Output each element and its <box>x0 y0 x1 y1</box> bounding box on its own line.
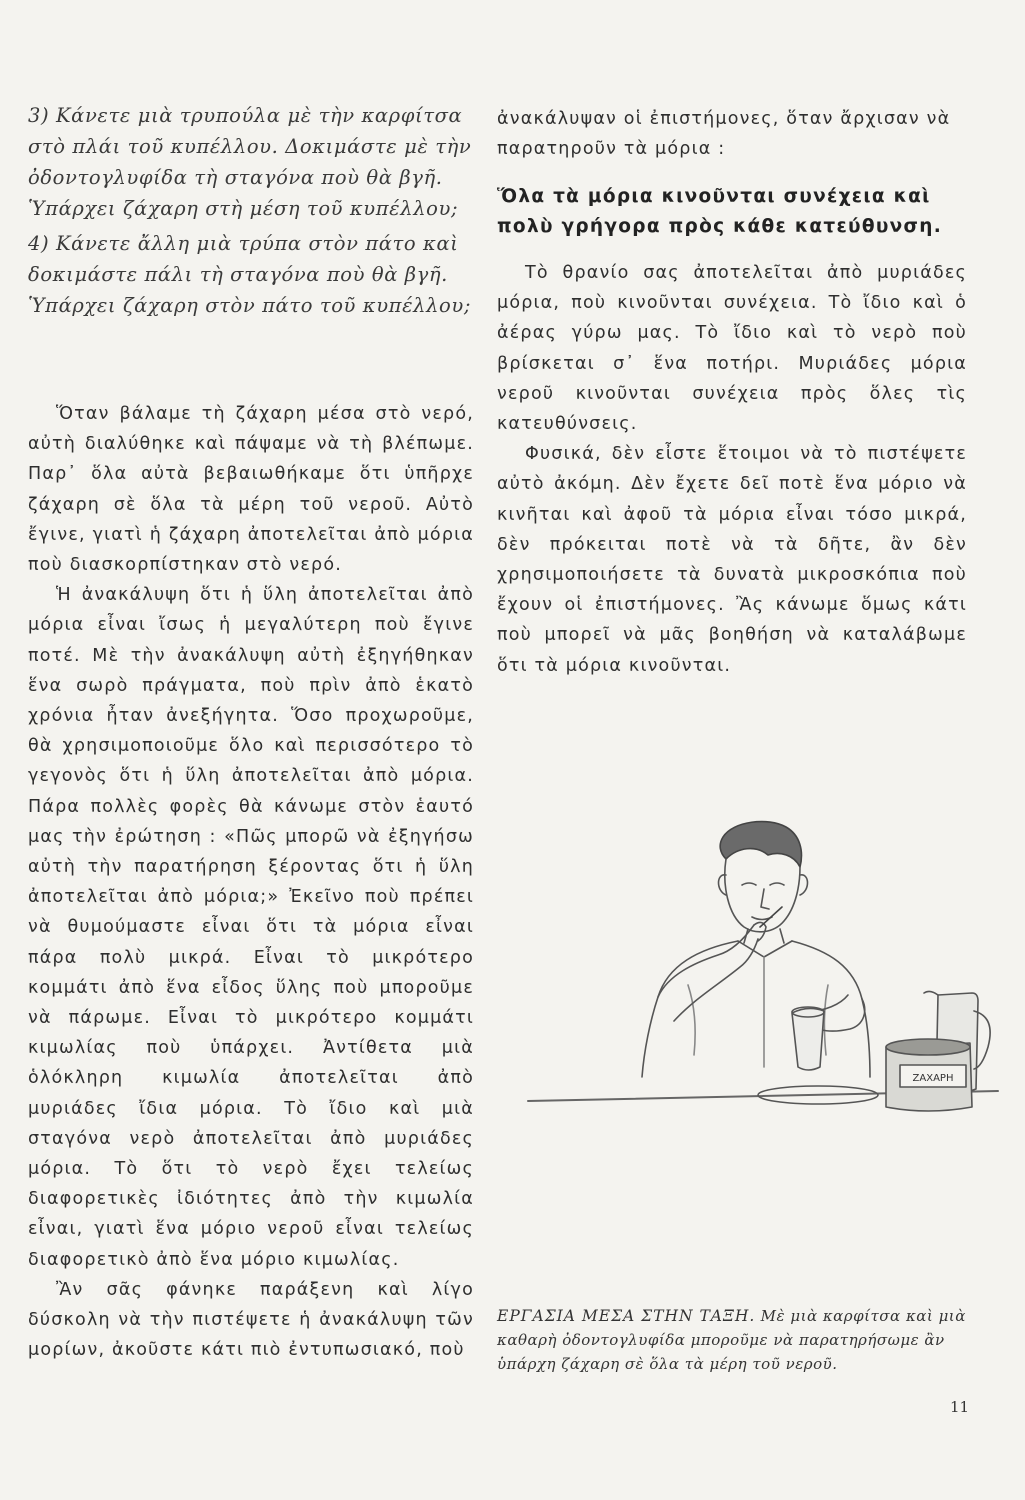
experiment-steps <box>28 100 474 321</box>
right-column <box>497 104 967 681</box>
caption-heading: ΕΡΓΑΣΙΑ ΜΕΣΑ ΣΤΗΝ ΤΑΞΗ. <box>497 1307 756 1325</box>
paragraph-continuation: Ἂν σᾶς φάνηκε παράξενη καὶ λίγο δύσκολη νὰ τὴν πιστέψετε ἡ ἀνακάλυψη τῶν μορίων, ἀκοῦστε κάτι πιὸ ἐντυπωσιακό, ποὺ <box>28 1279 474 1361</box>
right-intro <box>497 104 967 164</box>
page-number: 11 <box>950 1398 970 1416</box>
paragraph-molecule-discovery: Ἡ ἀνακάλυψη ὅτι ἡ ὕλη ἀποτελεῖται ἀπὸ μόρια εἶναι ἴσως ἡ μεγαλύτερη ποὺ ἔγινε ποτέ. Μὲ τὴν ἀνακάλυψη αὐτὴ ἐξηγήθηκαν ἕνα σωρὸ πράγματα, ποὺ πρὶν ἀπὸ ἑκατὸ χρόνια ἦταν ἀνεξήγητα. Ὅσο προχωροῦμε, θὰ χρησιμοποιοῦμε ὅλο καὶ περισσότερο τὸ γεγονὸς ὅτι ἡ ὕλη ἀποτελεῖται ἀπὸ μόρια. Πάρα πολλὲς φορὲς θὰ κάνωμε στὸν ἑαυτό μας τὴν ἐρώτηση : «Πῶς μπορῶ νὰ ἐξηγήσω αὐτὴ τὴν παρατήρηση ξέροντας ὅτι ἡ ὕλη ἀποτελεῖται ἀπὸ μόρια;» Ἐκεῖνο ποὺ πρέπει νὰ θυμούμαστε εἶναι ὅτι τὰ μόρια εἶναι πάρα πολὺ μικρά. Εἶναι τὸ μικρότερο κομμάτι ἀπὸ ἕνα εἶδος ὕλης ποὺ μποροῦμε νὰ πάρωμε. Εἶναι τὸ μικρότερο κομμάτι κιμωλίας ποὺ ὑπάρχει. Ἀντίθετα μιὰ ὁλόκληρη κιμωλία ἀποτελεῖται ἀπὸ μυριάδες ἴδια μόρια. Τὸ ἴδιο καὶ μιὰ σταγόνα νερὸ ἀποτελεῖται ἀπὸ μυριάδες μόρια. Τὸ ὅτι τὸ νερὸ ἔχει τελείως διαφορετικὲς ἰδιότητες ἀπὸ τὴν κιμωλία εἶναι, γιατὶ ἕνα μόριο νεροῦ εἶναι τελείως διαφορετικὸ ἀπὸ ἕνα μόριο κιμωλίας. <box>28 585 474 1270</box>
jar-label: ΖΑΧΑΡΗ <box>912 1073 954 1084</box>
paragraph-not-ready: Φυσικά, δὲν εἶστε ἕτοιμοι νὰ τὸ πιστέψετε αὐτὸ ἀκόμη. Δὲν ἔχετε δεῖ ποτὲ ἕνα μόριο νὰ κινῆται καὶ ἀφοῦ τὰ μόρια εἶναι τόσο μικρά, δὲν πρόκειται ποτὲ νὰ τὰ δῆτε, ἂν δὲν χρησιμοποιήσετε τὰ δυνατὰ μικροσκόπια ποὺ ἔχουν οἱ ἐπιστήμονες. Ἂς κάνωμε ὅμως κάτι ποὺ μπορεῖ νὰ μᾶς βοηθήση νὰ καταλάβωμε ὅτι τὰ μόρια κινοῦνται. <box>497 444 967 676</box>
left-column <box>28 100 474 1366</box>
step-3: 3) Κάνετε μιὰ τρυπούλα μὲ τὴν καρφίτσα στὸ πλάι τοῦ κυπέλλου. Δοκιμάστε μὲ τὴν ὀδοντογλυφίδα τὴ σταγόνα ποὺ θὰ βγῆ. Ὑπάρχει ζάχαρη στὴ μέση τοῦ κυπέλλου; <box>28 104 472 220</box>
step-4: 4) Κάνετε ἄλλη μιὰ τρύπα στὸν πάτο καὶ δοκιμάστε πάλι τὴ σταγόνα ποὺ θὰ βγῆ. Ὑπάρχει ζάχαρη στὸν πάτο τοῦ κυπέλλου; <box>28 232 472 317</box>
boy-with-sugar-illustration <box>518 815 1008 1115</box>
right-body-text <box>497 258 967 681</box>
caption-text: Μὲ μιὰ καρφίτσα καὶ μιὰ καθαρὴ ὀδοντογλυφίδα μποροῦμε νὰ παρατηρήσωμε ἂν ὑπάρχη ζάχαρη σὲ ὅλα τὰ μέρη τοῦ νεροῦ. <box>497 1307 966 1373</box>
left-body-text <box>28 399 474 1366</box>
paragraph-sugar-dissolved: Ὅταν βάλαμε τὴ ζάχαρη μέσα στὸ νερό, αὐτὴ διαλύθηκε καὶ πάψαμε νὰ τὴ βλέπωμε. Παρ᾽ ὅλα αὐτὰ βεβαιωθήκαμε ὅτι ὑπῆρχε ζάχαρη σὲ ὅλα τὰ μέρη τοῦ νεροῦ. Αὐτὸ ἔγινε, γιατὶ ἡ ζάχαρη ἀποτελεῖται ἀπὸ μόρια ποὺ διασκορπίστηκαν στὸ νερό. <box>28 404 474 576</box>
figure-caption <box>497 1304 977 1376</box>
paragraph-desk-molecules: Τὸ θρανίο σας ἀποτελεῖται ἀπὸ μυριάδες μόρια, ποὺ κινοῦνται συνέχεια. Τὸ ἴδιο καὶ ὁ ἀέρας γύρω μας. Τὸ ἴδιο καὶ τὸ νερὸ ποὺ βρίσκεται σ᾽ ἕνα ποτήρι. Μυριάδες μόρια νεροῦ κινοῦνται συνέχεια πρὸς ὅλες τὶς κατευθύνσεις. <box>497 263 967 435</box>
paragraph-intro: ἀνακάλυψαν οἱ ἐπιστήμονες, ὅταν ἄρχισαν νὰ παρατηροῦν τὰ μόρια : <box>497 109 951 159</box>
bold-statement: Ὅλα τὰ μόρια κινοῦνται συνέχεια καὶ πολὺ γρήγορα πρὸς κάθε κατεύθυνση. <box>497 186 943 237</box>
